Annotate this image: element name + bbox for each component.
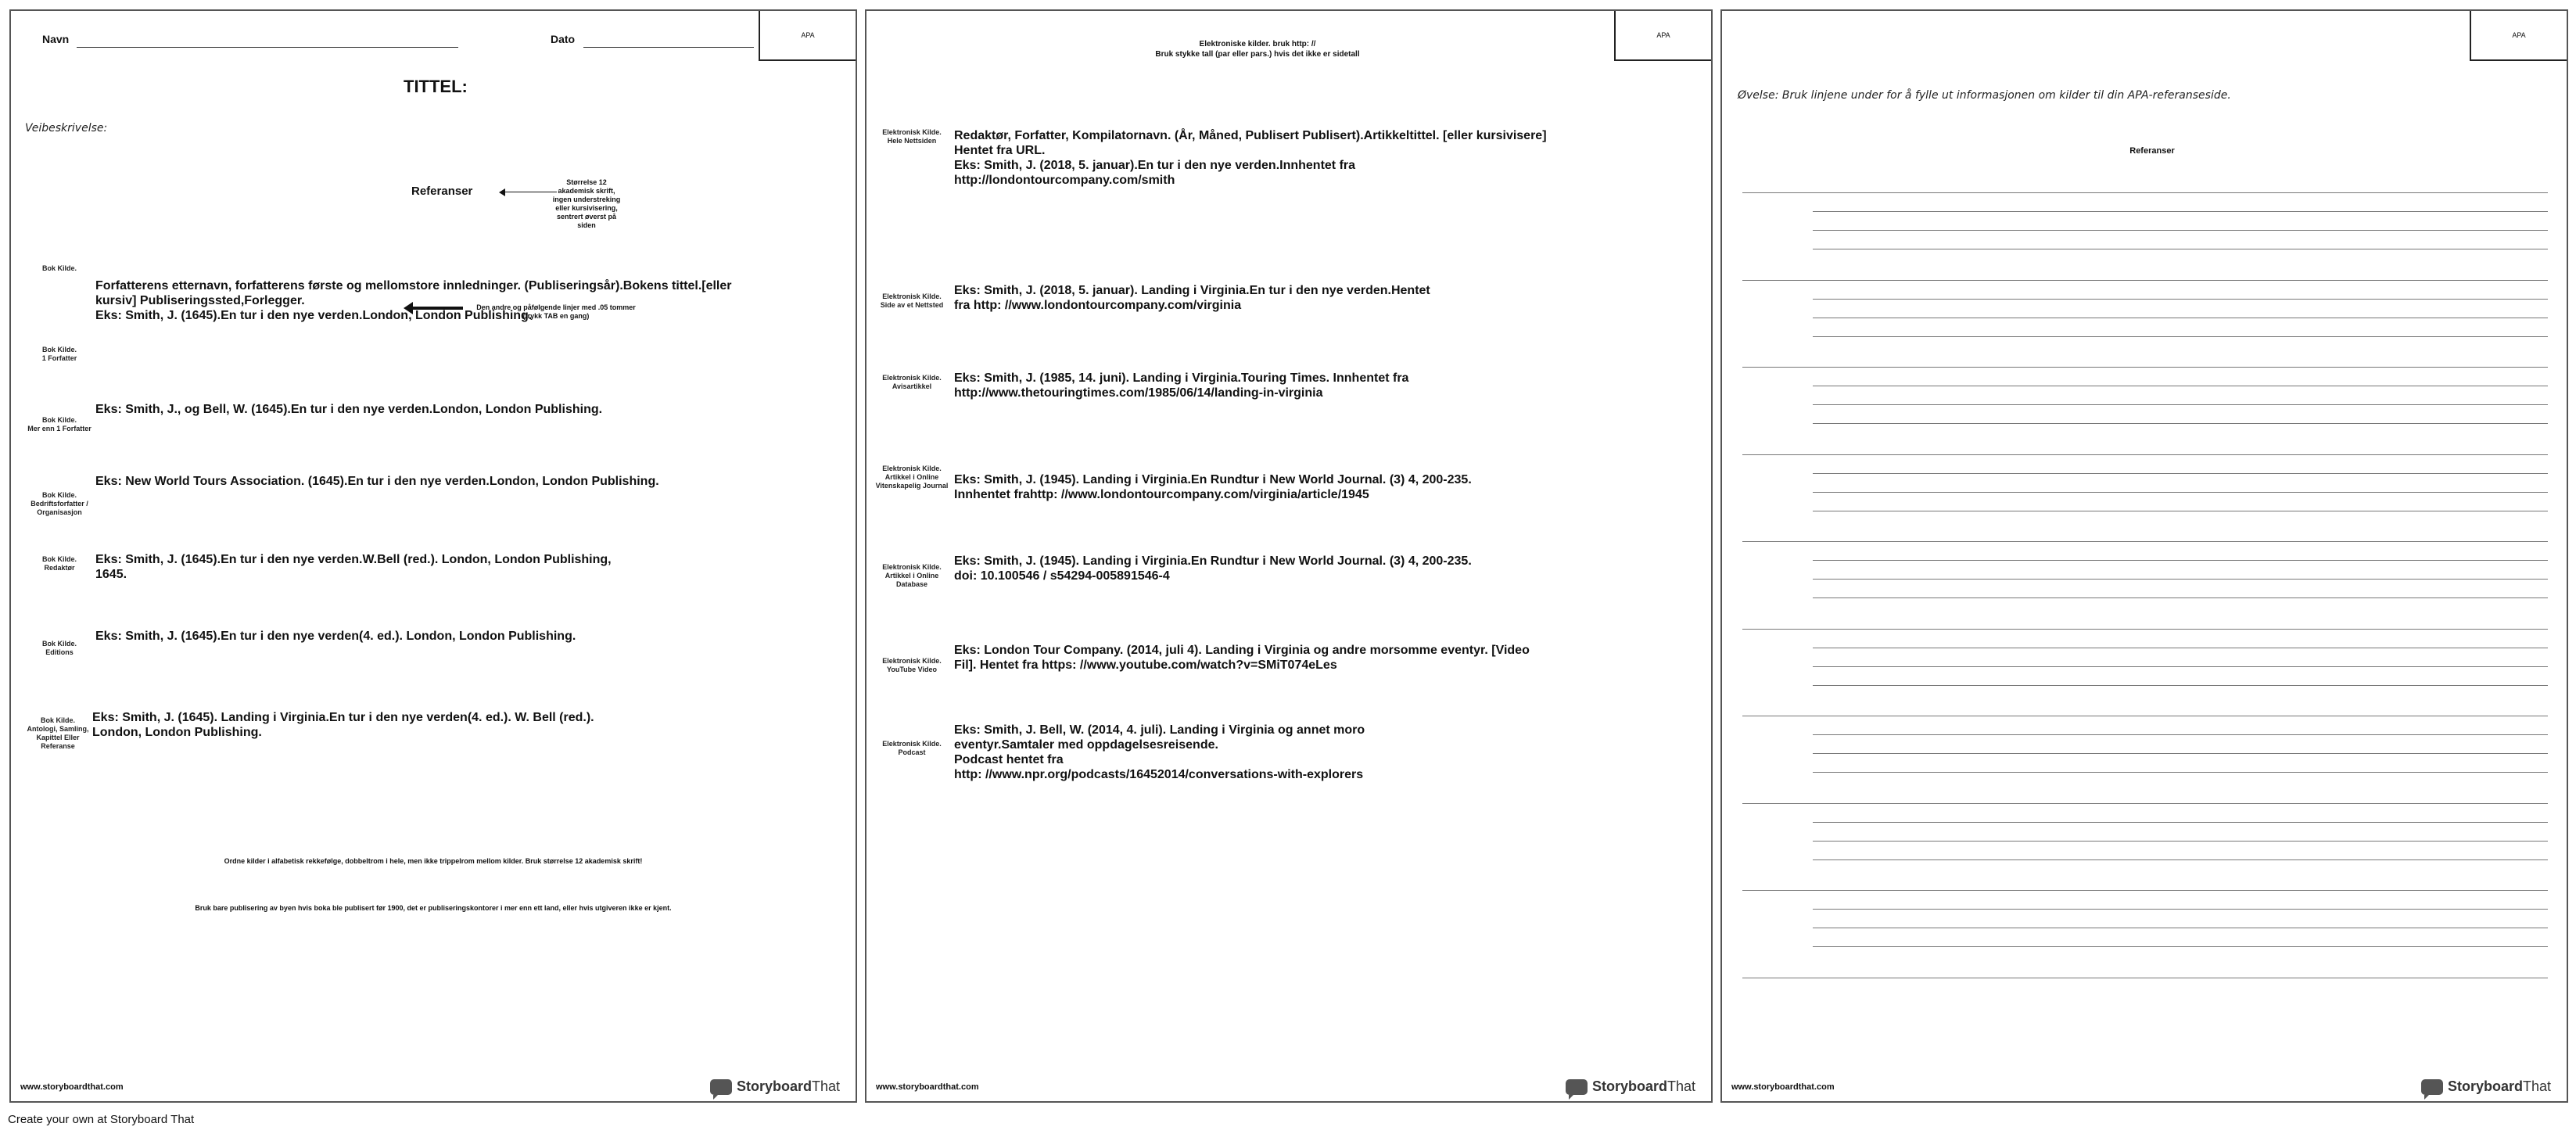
writing-line[interactable] [1742, 803, 2548, 804]
writing-line-indented[interactable] [1813, 841, 2548, 842]
row-label: Elektronisk Kilde. Avisartikkel [882, 374, 942, 390]
instruction-publishing: Bruk bare publisering av byen hvis boka ble publisert før 1900, det er publiseringskontorer i mer enn ett land, eller hvis utgiveren ikke er kjent. [195, 904, 672, 912]
logo-bold: Storyboard [1591, 1078, 1667, 1094]
writing-line[interactable] [1742, 890, 2548, 891]
logo-bold: Storyboard [2447, 1078, 2523, 1094]
page-title: TITTEL: [404, 77, 468, 96]
writing-line-indented[interactable] [1813, 822, 2548, 823]
writing-line-indented[interactable] [1813, 336, 2548, 337]
row-label: Bok Kilde. Antologi, Samling, Kapittel Eller Referanse [27, 716, 89, 750]
worksheet-page-2 [865, 9, 1713, 1103]
electronic-sources-header: Elektroniske kilder. bruk http: // Bruk stykke tall (par eller pars.) hvis det ikke er sidetall [1155, 40, 1360, 59]
writing-line-indented[interactable] [1813, 560, 2548, 561]
writing-line-indented[interactable] [1813, 423, 2548, 424]
writing-line-indented[interactable] [1813, 859, 2548, 860]
logo-light: That [1667, 1078, 1695, 1094]
storyboardthat-logo[interactable] [1566, 1078, 1695, 1095]
apa-label: APA [2512, 31, 2526, 39]
writing-line-indented[interactable] [1813, 492, 2548, 493]
references-heading: Referanser [411, 185, 473, 198]
writing-line-indented[interactable] [1813, 734, 2548, 735]
writing-line-indented[interactable] [1813, 666, 2548, 667]
writing-line-indented[interactable] [1813, 211, 2548, 212]
arrow-left-icon [499, 188, 505, 196]
row-label: Bok Kilde. 1 Forfatter [41, 346, 77, 362]
storyboardthat-logo[interactable] [710, 1078, 840, 1095]
writing-line-indented[interactable] [1813, 753, 2548, 754]
row-label: Elektronisk Kilde. YouTube Video [882, 657, 942, 673]
row-label: Elektronisk Kilde. Side av et Nettsted [880, 292, 944, 309]
writing-line-indented[interactable] [1813, 685, 2548, 686]
writing-line-indented[interactable] [1813, 404, 2548, 405]
writing-line[interactable] [1742, 541, 2548, 542]
arrow-left-icon [404, 302, 413, 314]
create-your-own-link[interactable]: Create your own at Storyboard That [8, 1113, 195, 1126]
footer-url[interactable]: www.storyboardthat.com [1731, 1082, 1835, 1092]
writing-line-indented[interactable] [1813, 299, 2548, 300]
writing-line[interactable] [1742, 454, 2548, 455]
date-line[interactable] [583, 47, 754, 48]
writing-line[interactable] [1742, 280, 2548, 281]
row-entry: Redaktør, Forfatter, Kompilatornavn. (År, Måned, Publisert Publisert).Artikkeltittel. [eller kursivisere] Hentet fra URL. Eks: Smith, J. (2018, 5. januar).En tur i den nye verden.Innhentet fra http://londontourcompany.com/smith [954, 129, 1547, 187]
row-label: Bok Kilde. Redaktør [41, 555, 77, 572]
exercise-instruction: Øvelse: Bruk linjene under for å fylle ut informasjonen om kilder til din APA-referanseside. [1738, 89, 2231, 102]
writing-line-indented[interactable] [1813, 909, 2548, 910]
writing-line-indented[interactable] [1813, 579, 2548, 580]
footer-url[interactable]: www.storyboardthat.com [20, 1082, 124, 1092]
apa-box [759, 11, 856, 61]
footer-url[interactable]: www.storyboardthat.com [876, 1082, 979, 1092]
worksheet-page-3 [1720, 9, 2568, 1103]
row-label: Bok Kilde. Editions [41, 640, 77, 656]
row-entry: Eks: Smith, J. (1945). Landing i Virginia.En Rundtur i New World Journal. (3) 4, 200-235. doi: 10.100546 / s54294-005891546-4 [954, 554, 1472, 583]
row-entry: Eks: Smith, J. (2018, 5. januar). Landing i Virginia.En tur i den nye verden.Hentet fra http: //www.londontourcompany.com/virginia [954, 284, 1430, 312]
speech-bubble-icon [2421, 1079, 2443, 1095]
description-label: Veibeskrivelse: [25, 122, 108, 135]
row-entry: Eks: Smith, J. (1645).En tur i den nye verden.W.Bell (red.). London, London Publishing, 1645. [95, 553, 612, 581]
apa-label: APA [1656, 31, 1670, 39]
name-label: Navn [42, 33, 70, 45]
writing-line[interactable] [1742, 367, 2548, 368]
apa-box [1614, 11, 1711, 61]
writing-line-indented[interactable] [1813, 772, 2548, 773]
row-label: Elektronisk Kilde. Hele Nettsiden [882, 128, 942, 145]
name-line[interactable] [77, 47, 458, 48]
date-label: Dato [551, 33, 576, 45]
instruction-alphabetical: Ordne kilder i alfabetisk rekkefølge, dobbeltrom i hele, men ikke trippelrom mellom kilder. Bruk størrelse 12 akademisk skrift! [224, 857, 643, 865]
row-label: Elektronisk Kilde. Artikkel i Online Vitenskapelig Journal [875, 465, 949, 490]
writing-line[interactable] [1742, 192, 2548, 193]
row-entry: Eks: Smith, J. Bell, W. (2014, 4. juli). Landing i Virginia og annet moro eventyr.Samtaler med oppdagelsesreisende. Podcast hentet fra http: //www.npr.org/podcasts/16452014/conversations-with-explorers [954, 723, 1365, 781]
logo-light: That [811, 1078, 840, 1094]
writing-line-indented[interactable] [1813, 473, 2548, 474]
row-label: Elektronisk Kilde. Podcast [882, 740, 942, 756]
row-label: Bok Kilde. Bedriftsforfatter / Organisasjon [30, 491, 88, 516]
writing-line-indented[interactable] [1813, 946, 2548, 947]
font-size-note: Størrelse 12 akademisk skrift, ingen understreking eller kursivisering, sentrert øverst på siden [552, 178, 621, 229]
apa-box [2470, 11, 2567, 61]
row-label: Elektronisk Kilde. Artikkel i Online Database [882, 563, 942, 588]
indent-arrow-line [410, 307, 463, 310]
speech-bubble-icon [710, 1079, 732, 1095]
row-entry: Eks: Smith, J. (1985, 14. juni). Landing i Virginia.Touring Times. Innhentet fra http://www.thetouringtimes.com/1985/06/14/landing-in-virginia [954, 371, 1409, 400]
row-entry: Eks: Smith, J. (1945). Landing i Virginia.En Rundtur i New World Journal. (3) 4, 200-235. Innhentet frahttp: //www.londontourcompany.com/virginia/article/1945 [954, 473, 1472, 501]
row-entry: Eks: Smith, J., og Bell, W. (1645).En tur i den nye verden.London, London Publishing. [95, 403, 603, 416]
row-entry: Eks: New World Tours Association. (1645).En tur i den nye verden.London, London Publishing. [95, 475, 659, 488]
references-heading: Referanser [2129, 146, 2175, 156]
row-entry: Eks: Smith, J. (1645). Landing i Virginia.En tur i den nye verden(4. ed.). W. Bell (red.). London, London Publishing. [92, 711, 594, 739]
row-entry: Forfatterens etternavn, forfatterens første og mellomstore innledninger. (Publiseringsår).Bokens tittel.[eller kursiv] Publiseringssted,Forlegger. Eks: Smith, J. (1645).En tur i den nye verden.London, London Publishing. [95, 279, 732, 322]
row-entry: Eks: Smith, J. (1645).En tur i den nye verden(4. ed.). London, London Publishing. [95, 630, 576, 643]
writing-line[interactable] [1742, 629, 2548, 630]
row-label: Bok Kilde. Mer enn 1 Forfatter [27, 416, 91, 432]
speech-bubble-icon [1566, 1079, 1588, 1095]
worksheet-page-1 [9, 9, 857, 1103]
apa-label: APA [801, 31, 815, 39]
indent-note: Den andre og påfølgende linjer med .05 tommer (trykk TAB en gang) [476, 303, 636, 320]
logo-light: That [2522, 1078, 2551, 1094]
storyboardthat-logo[interactable] [2421, 1078, 2551, 1095]
row-label: Bok Kilde. [41, 264, 77, 272]
logo-bold: Storyboard [736, 1078, 812, 1094]
row-entry: Eks: London Tour Company. (2014, juli 4). Landing i Virginia og andre morsomme eventyr. [Video Fil]. Hentet fra https: //www.youtube.com/watch?v=SMiT074eLes [954, 644, 1530, 672]
writing-line-indented[interactable] [1813, 230, 2548, 231]
